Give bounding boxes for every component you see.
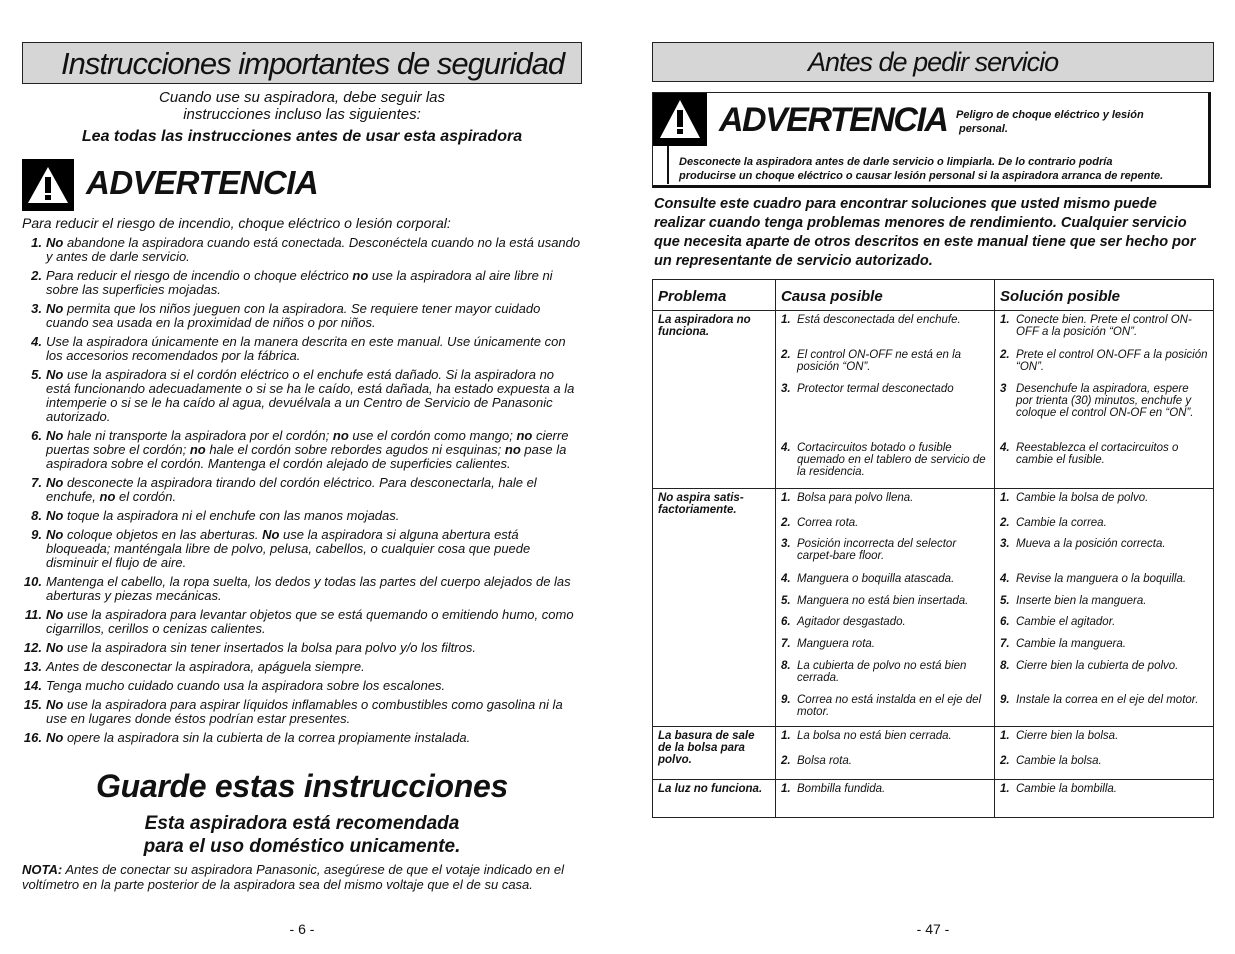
cause-item: [781, 573, 989, 595]
problem-cell: La luz no funciona.: [653, 780, 776, 818]
item-number: 12.: [23, 640, 42, 655]
cause-item: [781, 730, 989, 755]
cause-cell: [776, 489, 995, 727]
risk-intro: Para reducir el riesgo de incendio, choque eléctrico o lesión corporal:: [22, 215, 451, 231]
note-text: Antes de conectar su aspiradora Panasonic, asegúrese de que el votaje indicado en el voltímetro en la parte posterior de la aspiradora sea del mismo voltaje que el de su casa.: [22, 862, 564, 892]
item-number: 2.: [781, 755, 791, 767]
item-text: Está desconectada del enchufe.: [797, 314, 961, 326]
item-text: Cambie la correa.: [1016, 517, 1107, 529]
safety-list-item: [22, 509, 582, 523]
item-text: Prete el control ON-OFF a la posición “ON”.: [1016, 349, 1208, 373]
table-body: [653, 311, 1214, 818]
item-text: No toque la aspiradora ni el enchufe con las manos mojadas.: [46, 508, 400, 523]
item-number: 5.: [781, 595, 791, 607]
item-number: 5.: [1000, 595, 1010, 607]
safety-list-item: [22, 679, 582, 693]
item-number: 7.: [1000, 638, 1010, 650]
intro-text: [22, 89, 582, 123]
cause-item: [781, 616, 989, 638]
item-text: Protector termal desconectado: [797, 383, 954, 395]
read-all-heading: Lea todas las instrucciones antes de usar esta aspiradora: [81, 128, 523, 145]
safety-list-item: [22, 608, 582, 636]
item-number: 2.: [31, 268, 42, 283]
item-text: Cortacircuitos botado o fusible quemado en el tablero de servicio de la residencia.: [797, 442, 986, 478]
item-number: 6.: [31, 428, 42, 443]
troubleshooting-table: [652, 279, 1214, 818]
solution-item: [1000, 638, 1208, 660]
warning-side-rule: [667, 146, 669, 184]
item-number: 15.: [23, 697, 42, 712]
item-text: Cambie la manguera.: [1016, 638, 1126, 650]
item-text: Cierre bien la cubierta de polvo.: [1016, 660, 1179, 672]
item-number: 1.: [781, 314, 791, 326]
cause-cell: [776, 780, 995, 818]
problem-cell: La basura de sale de la bolsa para polvo.: [653, 727, 776, 780]
problem-cell: No aspira satis-factoriamente.: [653, 489, 776, 727]
table-row: [653, 780, 1214, 818]
page-title: Instrucciones importantes de seguridad: [61, 46, 565, 81]
item-text: No permita que los niños jueguen con la aspiradora. Se requiere tener mayor cuidado cuando sea usada en la proximidad de niños o por niños.: [46, 301, 541, 330]
item-number: 4.: [31, 334, 42, 349]
cause-item: [781, 755, 989, 773]
cause-item: [781, 492, 989, 517]
solution-item: [1000, 517, 1208, 538]
item-text: Antes de desconectar la aspiradora, apáguela siempre.: [46, 659, 365, 674]
warning-subtitle-line: personal.: [959, 123, 1008, 135]
note-label: NOTA:: [22, 862, 63, 877]
item-text: No coloque objetos en las aberturas. No use la aspiradora si alguna abertura está bloqueada; manténgala libre de polvo, pelusa, cabellos, o cualquier cosa que puede disminuir el flujo de aire.: [46, 527, 531, 570]
safety-list-item: [22, 641, 582, 655]
intro-line: instrucciones incluso las siguientes:: [183, 106, 421, 123]
cause-item: [781, 660, 989, 694]
item-text: Agitador desgastado.: [797, 616, 906, 628]
solution-item: [1000, 349, 1208, 383]
cause-item: [781, 638, 989, 660]
item-text: No hale ni transporte la aspiradora por el cordón; no use el cordón como mango; no cierre puertas sobre el cordón; no hale el cordón sobre rebordes agudos ni esquinas; no pase la aspiradora sobre el cordón. Mantenga el cordón alejado de superficies calientes.: [46, 428, 569, 471]
item-text: No desconecte la aspiradora tirando del cordón eléctrico. Para desconectarla, hale el enchufe, no el cordón.: [46, 475, 537, 504]
safety-list-item: [22, 575, 582, 603]
domestic-use-note: [22, 812, 582, 858]
item-number: 1.: [781, 492, 791, 504]
item-text: Manguera no está bien insertada.: [797, 595, 969, 607]
item-number: 2.: [1000, 755, 1010, 767]
item-number: 1.: [1000, 783, 1010, 795]
item-text: El control ON-OFF ne está en la posición “ON”.: [797, 349, 962, 373]
item-number: 8.: [31, 508, 42, 523]
warning-subtitle: [956, 108, 1144, 136]
item-number: 8.: [1000, 660, 1010, 672]
item-number: 6.: [781, 616, 791, 628]
page-number: - 6 -: [289, 921, 315, 937]
item-number: 1.: [1000, 492, 1010, 504]
solution-cell: [995, 727, 1214, 780]
item-text: Tenga mucho cuidado cuando usa la aspiradora sobre los escalones.: [46, 678, 446, 693]
item-text: No use la aspiradora para levantar objetos que se está quemando o emitiendo humo, como cigarrillos, cerillos o cenizas calientes.: [46, 607, 574, 636]
page-title: Antes de pedir servicio: [808, 47, 1059, 77]
solution-item: [1000, 538, 1208, 573]
solution-cell: [995, 780, 1214, 818]
safety-list-item: [22, 368, 582, 424]
icon-gap: [707, 93, 712, 146]
header-problem: Problema: [653, 280, 776, 311]
item-number: 3: [1000, 383, 1007, 395]
item-text: No use la aspiradora si el cordón eléctrico o el enchufe está dañado. Si la aspiradora no está funcionando adecuadamente o si se ha le caído, está dañada, ha estado expuesta a la intemperie o si se le ha caído al agua, devuélvala a un Centro de Servicio de Panasonic autorizado.: [46, 367, 575, 424]
safety-list: [22, 236, 582, 750]
warning-body-line: Desconecte la aspiradora antes de darle servicio o limpiarla. De lo contrario podría: [679, 156, 1113, 168]
warning-subtitle-line: Peligro de choque eléctrico y lesión: [956, 109, 1144, 121]
table-header-row: [653, 280, 1214, 311]
item-number: 16.: [23, 730, 42, 745]
header-solution: Solución posible: [995, 280, 1214, 311]
cause-item: [781, 349, 989, 383]
right-page: [652, 0, 1214, 954]
table-row: [653, 727, 1214, 780]
solution-cell: [995, 311, 1214, 489]
warning-icon: [653, 93, 707, 146]
cause-item: [781, 383, 989, 442]
cause-item: [781, 538, 989, 573]
safety-list-item: [22, 429, 582, 471]
warning-body-line: producirse un choque eléctrico o causar lesión personal si la aspiradora arranca de repente.: [679, 170, 1164, 182]
warning-body: [679, 155, 1163, 183]
item-number: 4.: [781, 573, 791, 585]
item-text: Reestablezca el cortacircuitos o cambie el fusible.: [1016, 442, 1179, 466]
item-number: 10.: [23, 574, 42, 589]
safety-list-item: [22, 528, 582, 570]
solution-item: [1000, 755, 1208, 773]
item-text: No use la aspiradora para aspirar líquidos inflamables o combustibles como gasolina ni la use en lugares donde éstos podrían estar presentes.: [46, 697, 563, 726]
item-number: 7.: [781, 638, 791, 650]
warning-heading: ADVERTENCIA: [719, 101, 948, 139]
cause-item: [781, 694, 989, 720]
safety-list-item: [22, 698, 582, 726]
cause-item: [781, 783, 989, 811]
item-text: No opere la aspiradora sin la cubierta de la correa propiamente instalada.: [46, 730, 471, 745]
item-text: Cambie la bombilla.: [1016, 783, 1117, 795]
item-number: 2.: [1000, 349, 1010, 361]
left-page: [22, 0, 582, 954]
item-text: Posición incorrecta del selector carpet-bare floor.: [797, 538, 957, 562]
item-number: 2.: [781, 517, 791, 529]
item-number: 4.: [781, 442, 791, 454]
solution-item: [1000, 730, 1208, 755]
item-number: 5.: [31, 367, 42, 382]
solution-item: [1000, 442, 1208, 482]
item-text: Mantenga el cabello, la ropa suelta, los dedos y todas las partes del cuerpo alejados de las aberturas y piezas mecánicas.: [46, 574, 571, 603]
safety-list-item: [22, 269, 582, 297]
voltage-note: [22, 862, 582, 892]
item-number: 14.: [23, 678, 42, 693]
item-text: Desenchufe la aspiradora, espere por trienta (30) minutos, enchufe y coloque el control ON-OF en “ON”.: [1016, 383, 1194, 419]
item-text: Mueva a la posición correcta.: [1016, 538, 1166, 550]
solution-item: [1000, 694, 1208, 720]
item-text: Bombilla fundida.: [797, 783, 886, 795]
item-text: Correa rota.: [797, 517, 859, 529]
item-text: Cambie el agitador.: [1016, 616, 1116, 628]
item-text: Cambie la bolsa.: [1016, 755, 1102, 767]
item-number: 13.: [23, 659, 42, 674]
warning-icon: [22, 159, 74, 211]
item-number: 3.: [31, 301, 42, 316]
item-number: 2.: [781, 349, 791, 361]
safety-list-item: [22, 236, 582, 264]
item-number: 3.: [781, 538, 791, 550]
problem-cell: La aspiradora no funciona.: [653, 311, 776, 489]
page-number: - 47 -: [916, 921, 950, 937]
section-title-bar: [22, 42, 582, 84]
item-text: No abandone la aspiradora cuando está conectada. Desconéctela cuando no la está usando y antes de darle servicio.: [46, 235, 581, 264]
item-text: Use la aspiradora únicamente en la manera descrita en este manual. Use únicamente con los accesorios recomendados por la fábrica.: [46, 334, 566, 363]
item-number: 9.: [31, 527, 42, 542]
safety-list-item: [22, 660, 582, 674]
section-title-bar: [652, 42, 1214, 82]
solution-item: [1000, 573, 1208, 595]
solution-item: [1000, 783, 1208, 811]
safety-list-item: [22, 335, 582, 363]
item-number: 3.: [1000, 538, 1010, 550]
item-number: 9.: [781, 694, 791, 706]
item-text: Cambie la bolsa de polvo.: [1016, 492, 1149, 504]
item-text: Para reducir el riesgo de incendio o choque eléctrico no use la aspiradora al aire libre ni sobre las superficies mojadas.: [46, 268, 553, 297]
domestic-use-line: para el uso doméstico unicamente.: [143, 836, 461, 857]
save-instructions-heading: Guarde estas instrucciones: [96, 768, 508, 804]
warning-box: [652, 92, 1211, 188]
item-text: Manguera o boquilla atascada.: [797, 573, 955, 585]
cause-item: [781, 314, 989, 349]
item-number: 9.: [1000, 694, 1010, 706]
cause-cell: [776, 311, 995, 489]
item-text: Correa no está instalda en el eje del motor.: [797, 694, 982, 718]
item-number: 4.: [1000, 442, 1010, 454]
item-text: Bolsa para polvo llena.: [797, 492, 914, 504]
item-text: La bolsa no está bien cerrada.: [797, 730, 952, 742]
item-text: Manguera rota.: [797, 638, 875, 650]
item-text: Cierre bien la bolsa.: [1016, 730, 1119, 742]
item-text: La cubierta de polvo no está bien cerrada.: [797, 660, 967, 684]
item-number: 4.: [1000, 573, 1010, 585]
solution-item: [1000, 660, 1208, 694]
intro-line: Cuando use su aspiradora, debe seguir las: [158, 89, 446, 106]
safety-list-item: [22, 302, 582, 330]
solution-item: [1000, 616, 1208, 638]
item-number: 1.: [1000, 314, 1010, 326]
safety-list-item: [22, 476, 582, 504]
safety-list-item: [22, 731, 582, 745]
header-cause: Causa posible: [776, 280, 995, 311]
item-number: 11.: [24, 607, 42, 622]
item-text: Inserte bien la manguera.: [1016, 595, 1147, 607]
cause-item: [781, 517, 989, 538]
item-text: Conecte bien. Prete el control ON-OFF a la posición “ON”.: [1016, 314, 1192, 338]
item-number: 1.: [31, 235, 42, 250]
item-number: 8.: [781, 660, 791, 672]
solution-item: [1000, 314, 1208, 349]
solution-cell: [995, 489, 1214, 727]
cause-cell: [776, 727, 995, 780]
item-number: 6.: [1000, 616, 1010, 628]
domestic-use-line: Esta aspiradora está recomendada: [144, 813, 460, 834]
solution-item: [1000, 492, 1208, 517]
table-row: [653, 489, 1214, 727]
item-number: 7.: [31, 475, 42, 490]
item-number: 1.: [781, 730, 791, 742]
item-number: 1.: [1000, 730, 1010, 742]
item-text: Instale la correa en el eje del motor.: [1016, 694, 1199, 706]
solution-item: [1000, 383, 1208, 442]
cause-item: [781, 595, 989, 616]
item-text: Revise la manguera o la boquilla.: [1016, 573, 1187, 585]
item-number: 2.: [1000, 517, 1010, 529]
consult-paragraph: Consulte este cuadro para encontrar soluciones que usted mismo puede realizar cuando tenga problemas menores de rendimiento. Cualquier servicio que necesita aparte de otros descritos en este manual tiene que ser hecho por un representante de servicio autorizado.: [654, 196, 1196, 269]
item-text: No use la aspiradora sin tener insertados la bolsa para polvo y/o los filtros.: [46, 640, 476, 655]
warning-heading: ADVERTENCIA: [86, 164, 319, 201]
item-number: 3.: [781, 383, 791, 395]
solution-item: [1000, 595, 1208, 616]
table-row: [653, 311, 1214, 489]
item-number: 1.: [781, 783, 791, 795]
cause-item: [781, 442, 989, 482]
item-text: Bolsa rota.: [797, 755, 852, 767]
